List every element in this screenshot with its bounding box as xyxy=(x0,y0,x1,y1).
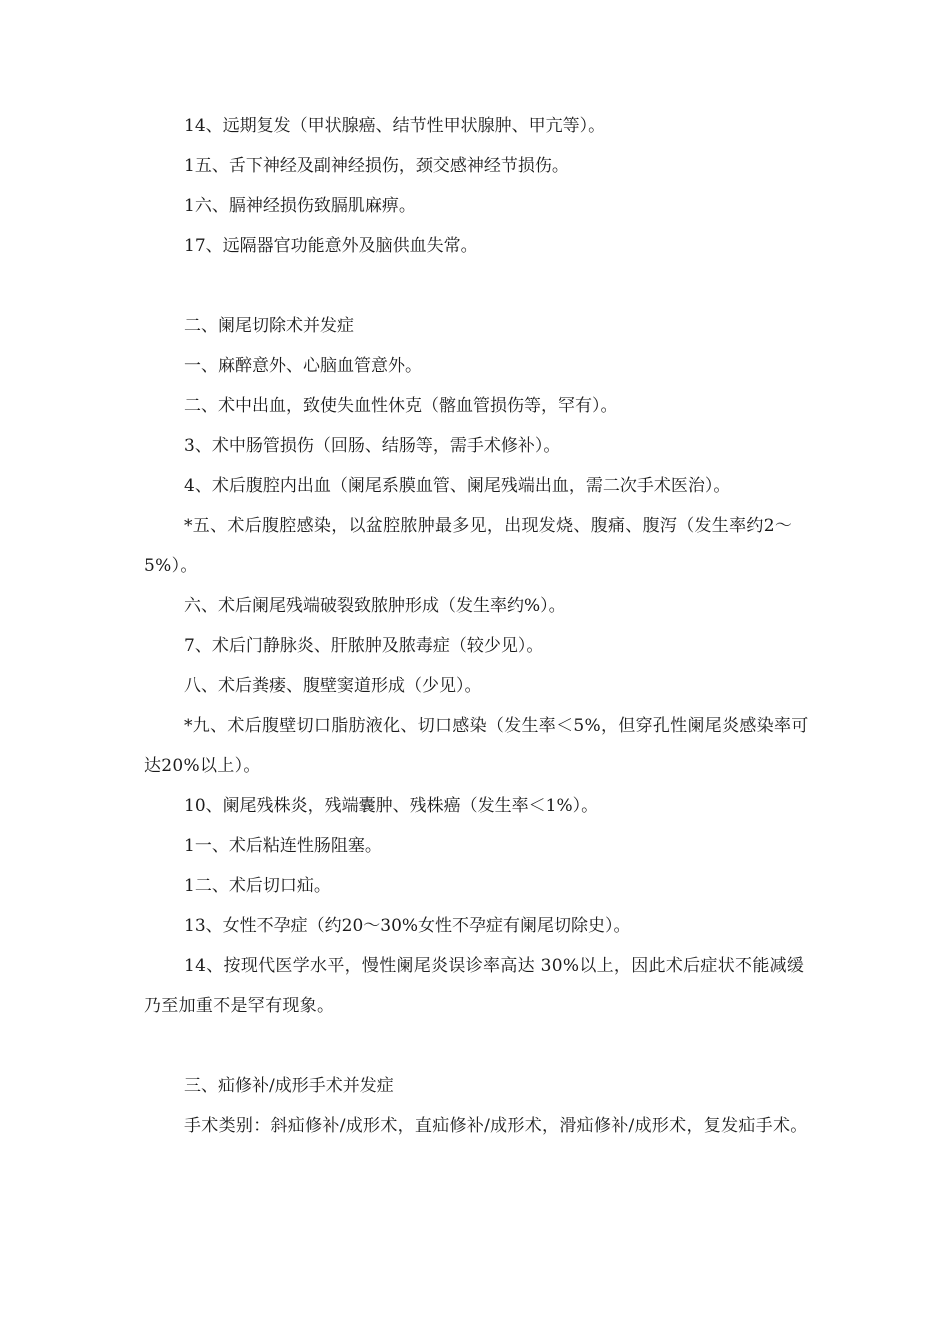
list-item: 14、远期复发（甲状腺癌、结节性甲状腺肿、甲亢等）。 xyxy=(184,116,606,136)
list-item: 10、阑尾残株炎，残端囊肿、残株癌（发生率＜1%）。 xyxy=(184,796,599,816)
list-item: 八、术后粪瘘、腹壁窦道形成（少见）。 xyxy=(184,676,482,696)
list-item: 手术类别：斜疝修补/成形术，直疝修补/成形术，滑疝修补/成形术，复发疝手术。 xyxy=(184,1116,808,1136)
section-heading-hernia-repair: 三、疝修补/成形手术并发症 xyxy=(184,1076,394,1096)
list-item: 六、术后阑尾残端破裂致脓肿形成（发生率约%）。 xyxy=(184,596,566,616)
list-item: 4、术后腹腔内出血（阑尾系膜血管、阑尾残端出血，需二次手术医治）。 xyxy=(184,476,731,496)
list-item: 1一、术后粘连性肠阻塞。 xyxy=(184,836,382,856)
list-item: 二、术中出血，致使失血性休克（髂血管损伤等，罕有）。 xyxy=(184,396,618,416)
list-item: 1二、术后切口疝。 xyxy=(184,876,331,896)
list-item: 1五、舌下神经及副神经损伤，颈交感神经节损伤。 xyxy=(184,156,569,176)
list-item: 3、术中肠管损伤（回肠、结肠等，需手术修补）。 xyxy=(184,436,561,456)
section-spacer xyxy=(144,266,810,306)
list-item: 13、女性不孕症（约20～30%女性不孕症有阑尾切除史）。 xyxy=(184,916,631,936)
list-item: 1六、膈神经损伤致膈肌麻痹。 xyxy=(184,196,416,216)
list-item: *五、术后腹腔感染，以盆腔脓肿最多见，出现发烧、腹痛、腹泻（发生率约2～5%）。 xyxy=(144,516,793,576)
list-item: 17、远隔器官功能意外及脑供血失常。 xyxy=(184,236,478,256)
section-heading-appendectomy: 二、阑尾切除术并发症 xyxy=(184,316,354,336)
document-body xyxy=(144,106,810,1146)
section-spacer xyxy=(144,1026,810,1066)
list-item: *九、术后腹壁切口脂肪液化、切口感染（发生率＜5%，但穿孔性阑尾炎感染率可达20%以上）。 xyxy=(144,716,809,776)
list-item: 14、按现代医学水平，慢性阑尾炎误诊率高达 30%以上，因此术后症状不能减缓乃至加重不是罕有现象。 xyxy=(144,956,805,1016)
list-item: 一、麻醉意外、心脑血管意外。 xyxy=(184,356,422,376)
list-item: 7、术后门静脉炎、肝脓肿及脓毒症（较少见）。 xyxy=(184,636,544,656)
